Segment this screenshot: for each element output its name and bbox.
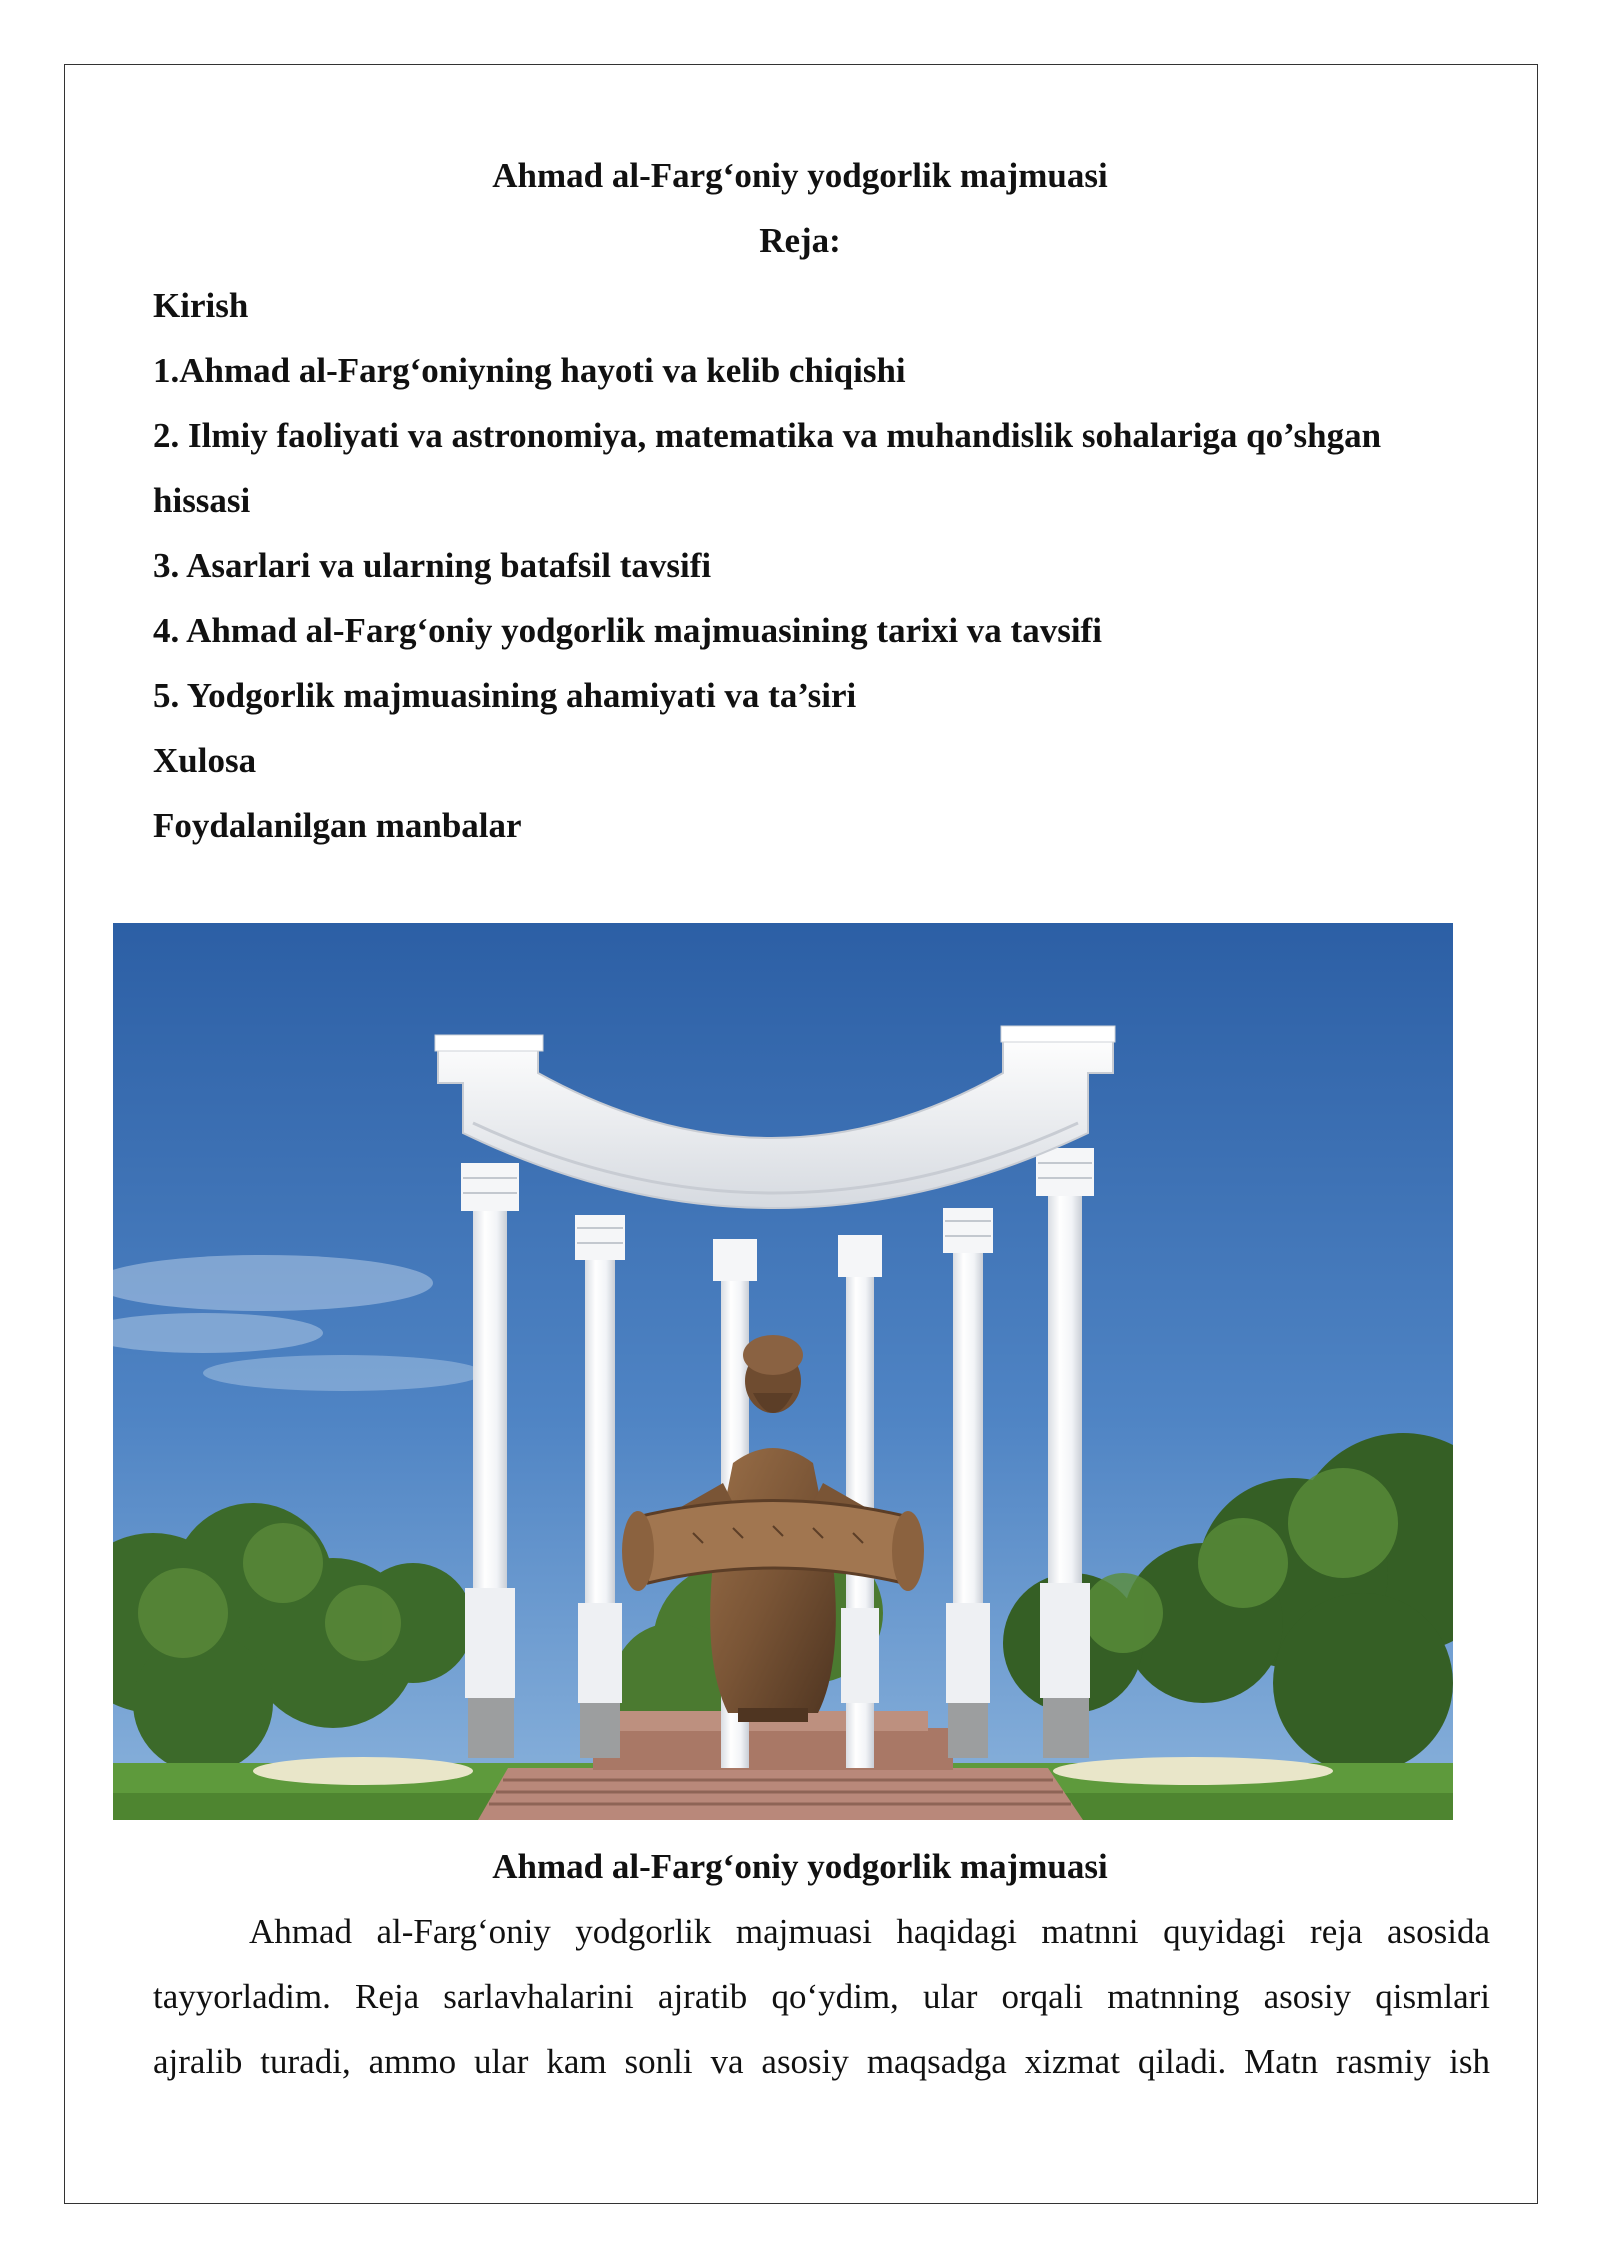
plan-item-sources: Foydalanilgan manbalar [153, 806, 522, 845]
paragraph-line-3: ajralib turadi, ammo ular kam sonli va asosiy maqsadga xizmat qiladi. Matn rasmiy ish [153, 2042, 1490, 2081]
plan-item-1: 1.Ahmad al-Farg‘oniyning hayoti va kelib chiqishi [153, 351, 906, 390]
plan-item-2-continued: hissasi [153, 481, 251, 520]
paragraph-line-1 [153, 1912, 1490, 1952]
plan-heading: Reja: [759, 221, 841, 260]
plan-item-5: 5. Yodgorlik majmuasining ahamiyati va ta’siri [153, 676, 857, 715]
document-title: Ahmad al-Farg‘oniy yodgorlik majmuasi [492, 156, 1108, 195]
plan-item-intro: Kirish [153, 286, 249, 325]
figure-caption: Ahmad al-Farg‘oniy yodgorlik majmuasi [492, 1847, 1108, 1886]
paragraph-line-2: tayyorladim. Reja sarlavhalarini ajratib qo‘ydim, ular orqali matnning asosiy qismlari [153, 1977, 1490, 2016]
plan-item-conclusion: Xulosa [153, 741, 257, 780]
paragraph-line-1-text: Ahmad al-Farg‘oniy yodgorlik majmuasi haqidagi matnni quyidagi reja asosida [249, 1912, 1490, 1951]
plan-item-2: 2. Ilmiy faoliyati va astronomiya, matematika va muhandislik sohalariga qo’shgan [153, 416, 1382, 455]
plan-item-3: 3. Asarlari va ularning batafsil tavsifi [153, 546, 712, 585]
monument-photo [113, 923, 1453, 1820]
plan-item-4: 4. Ahmad al-Farg‘oniy yodgorlik majmuasining tarixi va tavsifi [153, 611, 1102, 650]
